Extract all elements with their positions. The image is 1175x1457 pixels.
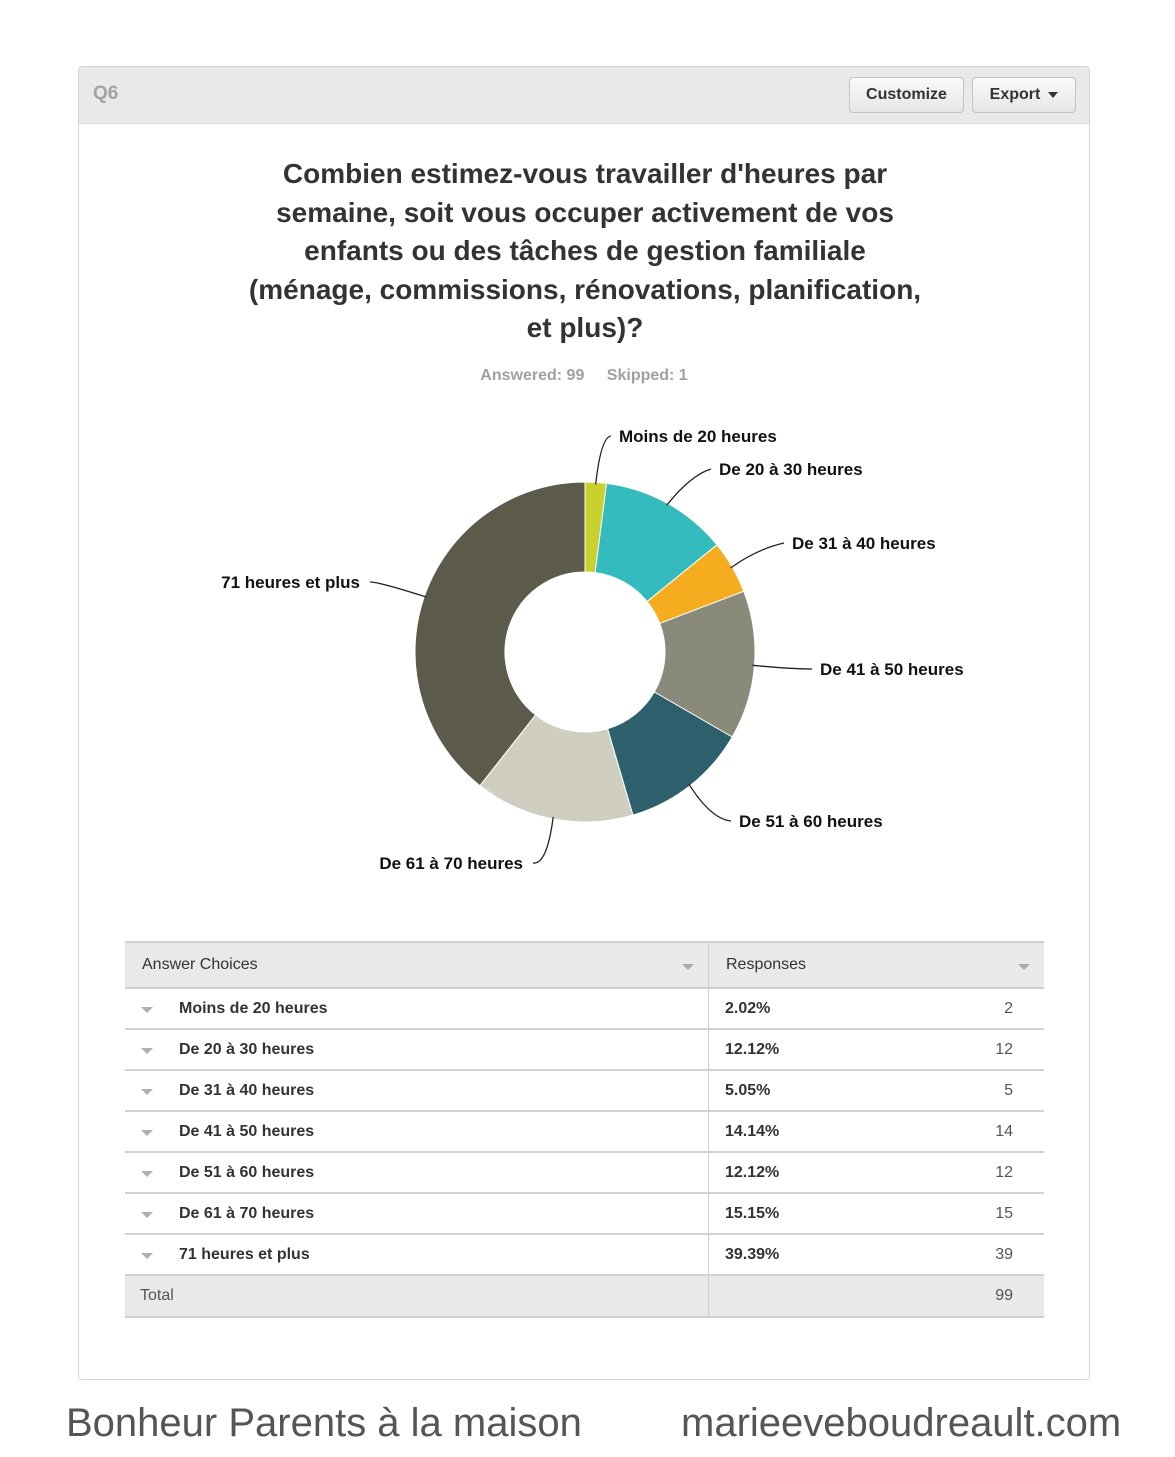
footer-brand: Bonheur Parents à la maison — [66, 1401, 582, 1445]
expand-row-icon[interactable] — [141, 1171, 153, 1177]
sort-icon[interactable] — [1018, 964, 1030, 970]
donut-chart — [79, 67, 1089, 907]
table-header-row — [125, 942, 1044, 988]
slice-label: De 20 à 30 heures — [719, 460, 863, 479]
answer-choices-header[interactable]: Answer Choices — [125, 942, 709, 988]
answer-choice-label: De 41 à 50 heures — [179, 1122, 315, 1140]
answer-choice-label: De 31 à 40 heures — [179, 1081, 315, 1099]
customize-label: Customize — [866, 86, 947, 103]
response-count: 5 — [1004, 1082, 1013, 1099]
response-percent: 14.14% — [725, 1122, 780, 1140]
leader-line — [689, 784, 731, 821]
table-row — [125, 1111, 1044, 1152]
expand-row-icon[interactable] — [141, 1007, 153, 1013]
response-count: 12 — [995, 1041, 1013, 1058]
table-row — [125, 988, 1044, 1029]
table-row — [125, 1234, 1044, 1275]
response-percent: 39.39% — [725, 1245, 780, 1263]
total-label: Total — [140, 1287, 174, 1304]
footer-website: marieeveboudreault.com — [681, 1401, 1122, 1445]
response-percent: 12.12% — [725, 1040, 780, 1058]
response-count: 39 — [995, 1246, 1013, 1263]
leader-line — [667, 469, 711, 505]
table-row — [125, 1070, 1044, 1111]
slice-label: 71 heures et plus — [221, 573, 360, 592]
response-percent: 15.15% — [725, 1204, 780, 1222]
leader-line — [370, 582, 426, 597]
slice-label: De 31 à 40 heures — [792, 534, 936, 553]
expand-row-icon[interactable] — [141, 1089, 153, 1095]
leader-line — [533, 817, 553, 863]
answer-choice-label: De 61 à 70 heures — [179, 1204, 315, 1222]
expand-row-icon[interactable] — [141, 1253, 153, 1259]
total-value: 99 — [995, 1287, 1013, 1304]
table-row — [125, 1152, 1044, 1193]
answer-choice-label: Moins de 20 heures — [179, 999, 328, 1017]
skipped-count: Skipped: 1 — [606, 367, 688, 384]
expand-row-icon[interactable] — [141, 1048, 153, 1054]
slice-label: De 51 à 60 heures — [739, 812, 883, 831]
answer-choice-label: 71 heures et plus — [179, 1245, 310, 1263]
response-count: 2 — [1004, 1000, 1013, 1017]
response-percent: 2.02% — [725, 999, 771, 1017]
expand-row-icon[interactable] — [141, 1212, 153, 1218]
response-count: 14 — [995, 1123, 1013, 1140]
response-percent: 5.05% — [725, 1081, 771, 1099]
slice-label: Moins de 20 heures — [619, 427, 777, 446]
slice-label: De 61 à 70 heures — [379, 854, 523, 873]
question-number: Q6 — [93, 83, 119, 104]
sort-icon[interactable] — [682, 964, 694, 970]
table-row — [125, 1193, 1044, 1234]
slice-label: De 41 à 50 heures — [820, 660, 964, 679]
answer-choice-label: De 20 à 30 heures — [179, 1040, 315, 1058]
response-count: 15 — [995, 1205, 1013, 1222]
answer-choice-label: De 51 à 60 heures — [179, 1163, 315, 1181]
responses-header[interactable]: Responses — [709, 942, 1045, 988]
leader-line — [752, 665, 812, 669]
leader-line — [596, 436, 611, 484]
question-card — [78, 66, 1090, 1380]
table-row — [125, 1029, 1044, 1070]
response-count: 12 — [995, 1164, 1013, 1181]
total-row — [125, 1275, 1044, 1317]
export-label: Export — [989, 86, 1041, 103]
question-title: Combien estimez-vous travailler d'heures par semaine, soit vous occuper activement de vos enfants ou des tâches de gestion familiale (ménage, commissions, rénovations, planification, et plus)? — [248, 158, 922, 343]
leader-line — [730, 543, 784, 568]
expand-row-icon[interactable] — [141, 1130, 153, 1136]
response-percent: 12.12% — [725, 1163, 780, 1181]
answered-count: Answered: 99 — [480, 367, 585, 384]
responses-table — [125, 941, 1044, 1318]
